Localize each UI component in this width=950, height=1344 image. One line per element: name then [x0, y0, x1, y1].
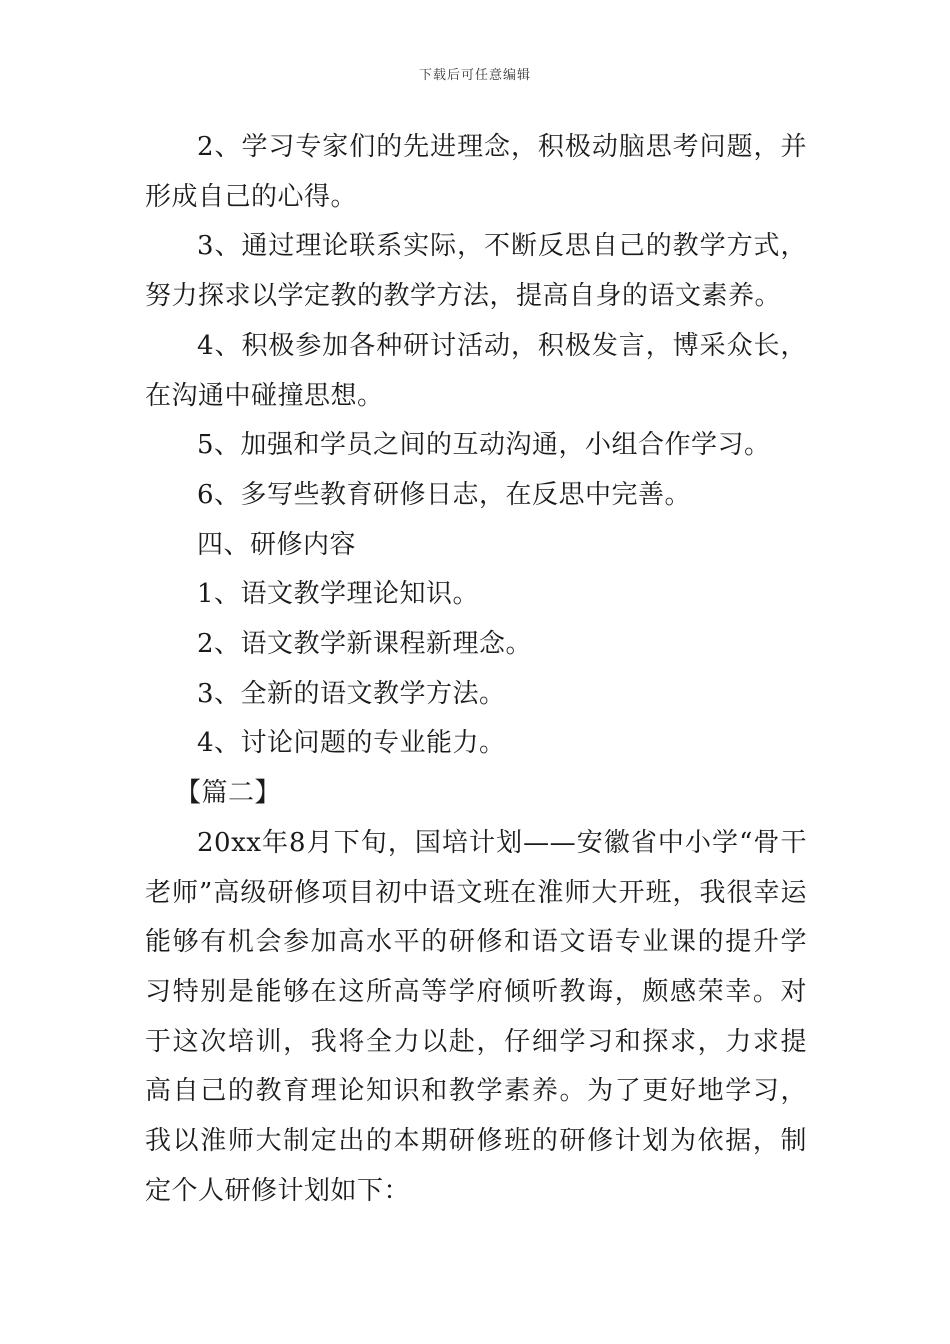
part-two-intro-paragraph: 20xx年8月下旬，国培计划——安徽省中小学“骨干老师”高级研修项目初中语文班在淮师大开班，我很幸运能够有机会参加高水平的研修和语文语专业课的提升学习特别是能够在这所高等学府倾听教诲，颇感荣幸。对于这次培训，我将全力以赴，仔细学习和探求，力求提高自己的教育理论知识和教学素养。为了更好地学习，我以淮师大制定出的本期研修班的研修计划为依据，制定个人研修计划如下：	[145, 827, 807, 1206]
content-item-3: 3、全新的语文教学方法。	[197, 678, 506, 709]
document-body	[145, 123, 807, 1216]
content-item-4: 4、讨论问题的专业能力。	[197, 728, 506, 759]
content-item-2: 2、语文教学新课程新理念。	[197, 629, 533, 660]
content-item-1: 1、语文教学理论知识。	[197, 579, 480, 610]
paragraph-item-3: 3、通过理论联系实际，不断反思自己的教学方式，努力探求以学定教的教学方法，提高自身的语文素养。	[145, 231, 807, 312]
paragraph-item-2: 2、学习专家们的先进理念，积极动脑思考问题，并形成自己的心得。	[145, 132, 807, 212]
paragraph-item-5: 5、加强和学员之间的互动沟通，小组合作学习。	[197, 430, 771, 461]
paragraph-item-4: 4、积极参加各种研讨活动，积极发言，博采众长，在沟通中碰撞思想。	[145, 330, 807, 411]
page-header: 下载后可任意编辑	[418, 68, 531, 83]
section-heading-research-content: 四、研修内容	[197, 529, 357, 560]
part-two-heading: 【篇二】	[175, 778, 282, 809]
paragraph-item-6: 6、多写些教育研修日志，在反思中完善。	[197, 479, 692, 510]
